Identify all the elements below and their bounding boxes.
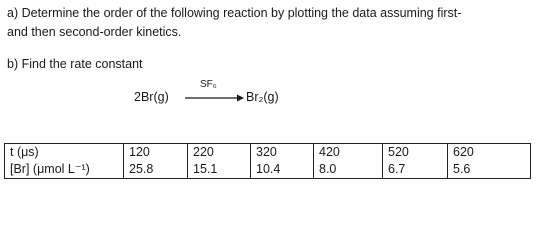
reaction-catalyst: SF₆ (200, 79, 217, 90)
table-cell: 10.4 (251, 161, 314, 179)
table-cell: 6.7 (383, 161, 448, 179)
table-cell: 520 (383, 144, 448, 162)
row-label-concentration: [Br] (μmol L⁻¹) (5, 161, 124, 179)
question-part-a-line-2: and then second-order kinetics. (7, 25, 182, 39)
reaction-reactant: 2Br(g) (134, 90, 169, 104)
table-row-time (5, 144, 531, 162)
table-cell: 220 (188, 144, 251, 162)
table-cell: 320 (251, 144, 314, 162)
question-part-a-line-1: a) Determine the order of the following reaction by plotting the data assuming first- (7, 6, 462, 20)
reaction-arrow-icon (185, 93, 245, 103)
table-cell: 620 (448, 144, 531, 162)
table-cell: 8.0 (314, 161, 383, 179)
row-label-time: t (μs) (5, 144, 124, 162)
kinetics-data-table (4, 143, 531, 179)
table-cell: 15.1 (188, 161, 251, 179)
table-cell: 5.6 (448, 161, 531, 179)
table-cell: 25.8 (124, 161, 188, 179)
table-cell: 120 (124, 144, 188, 162)
table-cell: 420 (314, 144, 383, 162)
table-row-concentration (5, 161, 531, 179)
question-part-b: b) Find the rate constant (7, 57, 143, 71)
reaction-product: Br₂(g) (246, 90, 279, 104)
